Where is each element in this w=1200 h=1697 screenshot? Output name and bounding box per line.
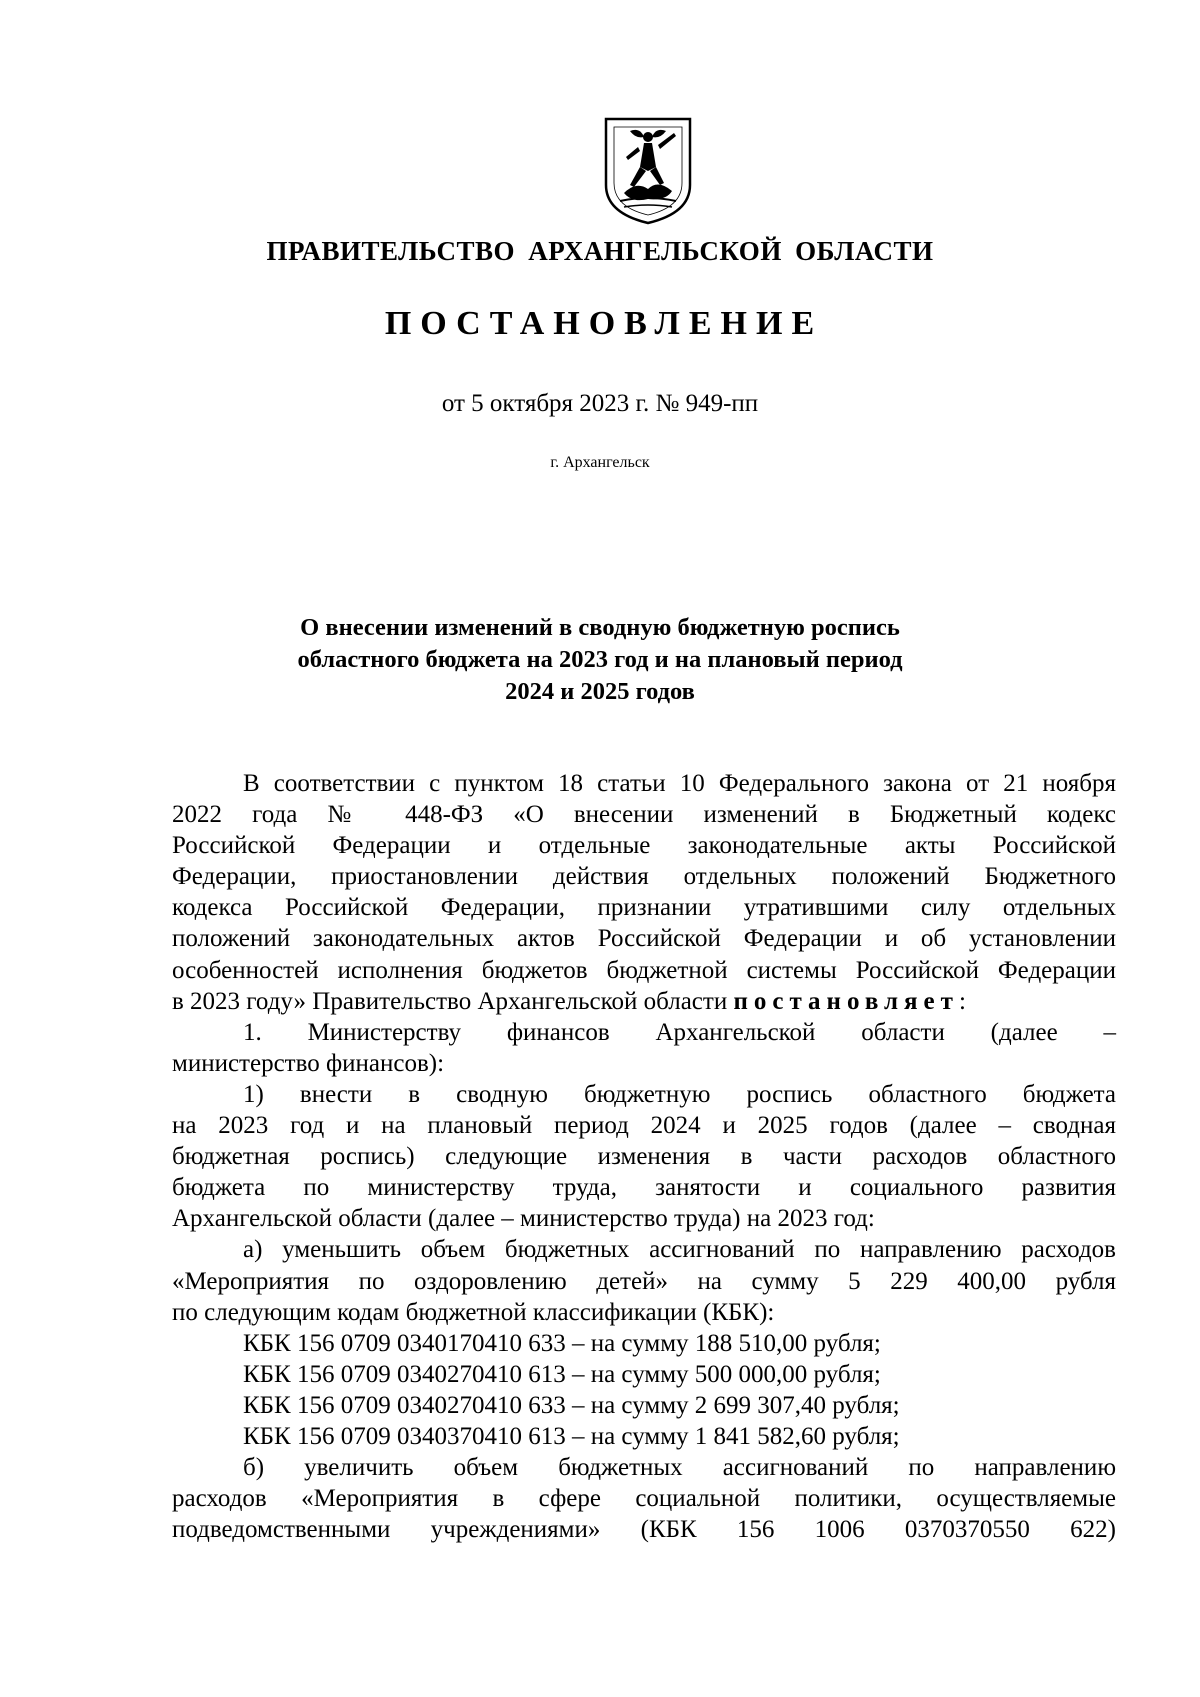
body-line: бюджетная роспись) следующие изменения в части расходов областного bbox=[172, 1143, 1116, 1171]
body-line: расходов «Мероприятия в сфере социальной политики, осуществляемые bbox=[172, 1485, 1116, 1513]
body-line: на 2023 год и на плановый период 2024 и 2025 годов (далее – сводная bbox=[172, 1112, 1116, 1140]
body-line: б) увеличить объем бюджетных ассигнований по направлению bbox=[243, 1454, 1116, 1482]
kbk-line: КБК 156 0709 0340170410 633 – на сумму 188 510,00 рубля; bbox=[243, 1329, 881, 1357]
body-line: а) уменьшить объем бюджетных ассигнований по направлению расходов bbox=[243, 1236, 1116, 1264]
government-name: ПРАВИТЕЛЬСТВО АРХАНГЕЛЬСКОЙ ОБЛАСТИ bbox=[266, 236, 934, 266]
body-line bbox=[172, 986, 1116, 1017]
body-line: подведомственными учреждениями» (КБК 156 1006 0370370550 622) bbox=[172, 1516, 1116, 1544]
body-line: Российской Федерации и отдельные законодательные акты Российской bbox=[172, 832, 1116, 860]
document-city: г. Архангельск bbox=[550, 454, 650, 471]
body-line: по следующим кодам бюджетной классификации (КБК): bbox=[172, 1298, 775, 1326]
body-line: 2022 года № 448-ФЗ «О внесении изменений в Бюджетный кодекс bbox=[172, 801, 1116, 829]
body-line: положений законодательных актов Российской Федерации и об установлении bbox=[172, 925, 1116, 953]
subject-line: областного бюджета на 2023 год и на плановый период bbox=[297, 646, 903, 673]
body-line: министерство финансов): bbox=[172, 1049, 445, 1077]
kbk-line: КБК 156 0709 0340370410 613 – на сумму 1 841 582,60 рубля; bbox=[243, 1422, 900, 1450]
body-line: кодекса Российской Федерации, признании утратившими силу отдельных bbox=[172, 894, 1116, 922]
subject-line: 2024 и 2025 годов bbox=[505, 678, 695, 705]
kbk-line: КБК 156 0709 0340270410 613 – на сумму 500 000,00 рубля; bbox=[243, 1360, 881, 1388]
coat-of-arms-icon bbox=[600, 115, 696, 227]
body-line: 1. Министерству финансов Архангельской области (далее – bbox=[243, 1018, 1116, 1046]
body-line: бюджета по министерству труда, занятости и социального развития bbox=[172, 1174, 1116, 1202]
document-body bbox=[172, 768, 1116, 1545]
body-line: Федерации, приостановлении действия отдельных положений Бюджетного bbox=[172, 863, 1116, 891]
body-line: «Мероприятия по оздоровлению детей» на сумму 5 229 400,00 рубля bbox=[172, 1267, 1116, 1295]
document-type: ПОСТАНОВЛЕНИЕ bbox=[384, 305, 824, 342]
body-line: Архангельской области (далее – министерство труда) на 2023 год: bbox=[172, 1205, 875, 1233]
resolution-keyword: постановляет bbox=[733, 987, 959, 1015]
body-line: особенностей исполнения бюджетов бюджетной системы Российской Федерации bbox=[172, 956, 1116, 984]
body-line: В соответствии с пунктом 18 статьи 10 Федерального закона от 21 ноября bbox=[243, 770, 1116, 797]
kbk-line: КБК 156 0709 0340270410 633 – на сумму 2 699 307,40 рубля; bbox=[243, 1391, 900, 1419]
body-line-text: : bbox=[958, 987, 966, 1015]
body-line-text: в 2023 году» Правительство Архангельской области bbox=[172, 987, 734, 1015]
document-subject bbox=[200, 612, 1000, 708]
subject-line: О внесении изменений в сводную бюджетную роспись bbox=[300, 614, 900, 641]
document-date-number: от 5 октября 2023 г. № 949-пп bbox=[441, 390, 759, 417]
body-line: 1) внести в сводную бюджетную роспись областного бюджета bbox=[243, 1080, 1116, 1108]
